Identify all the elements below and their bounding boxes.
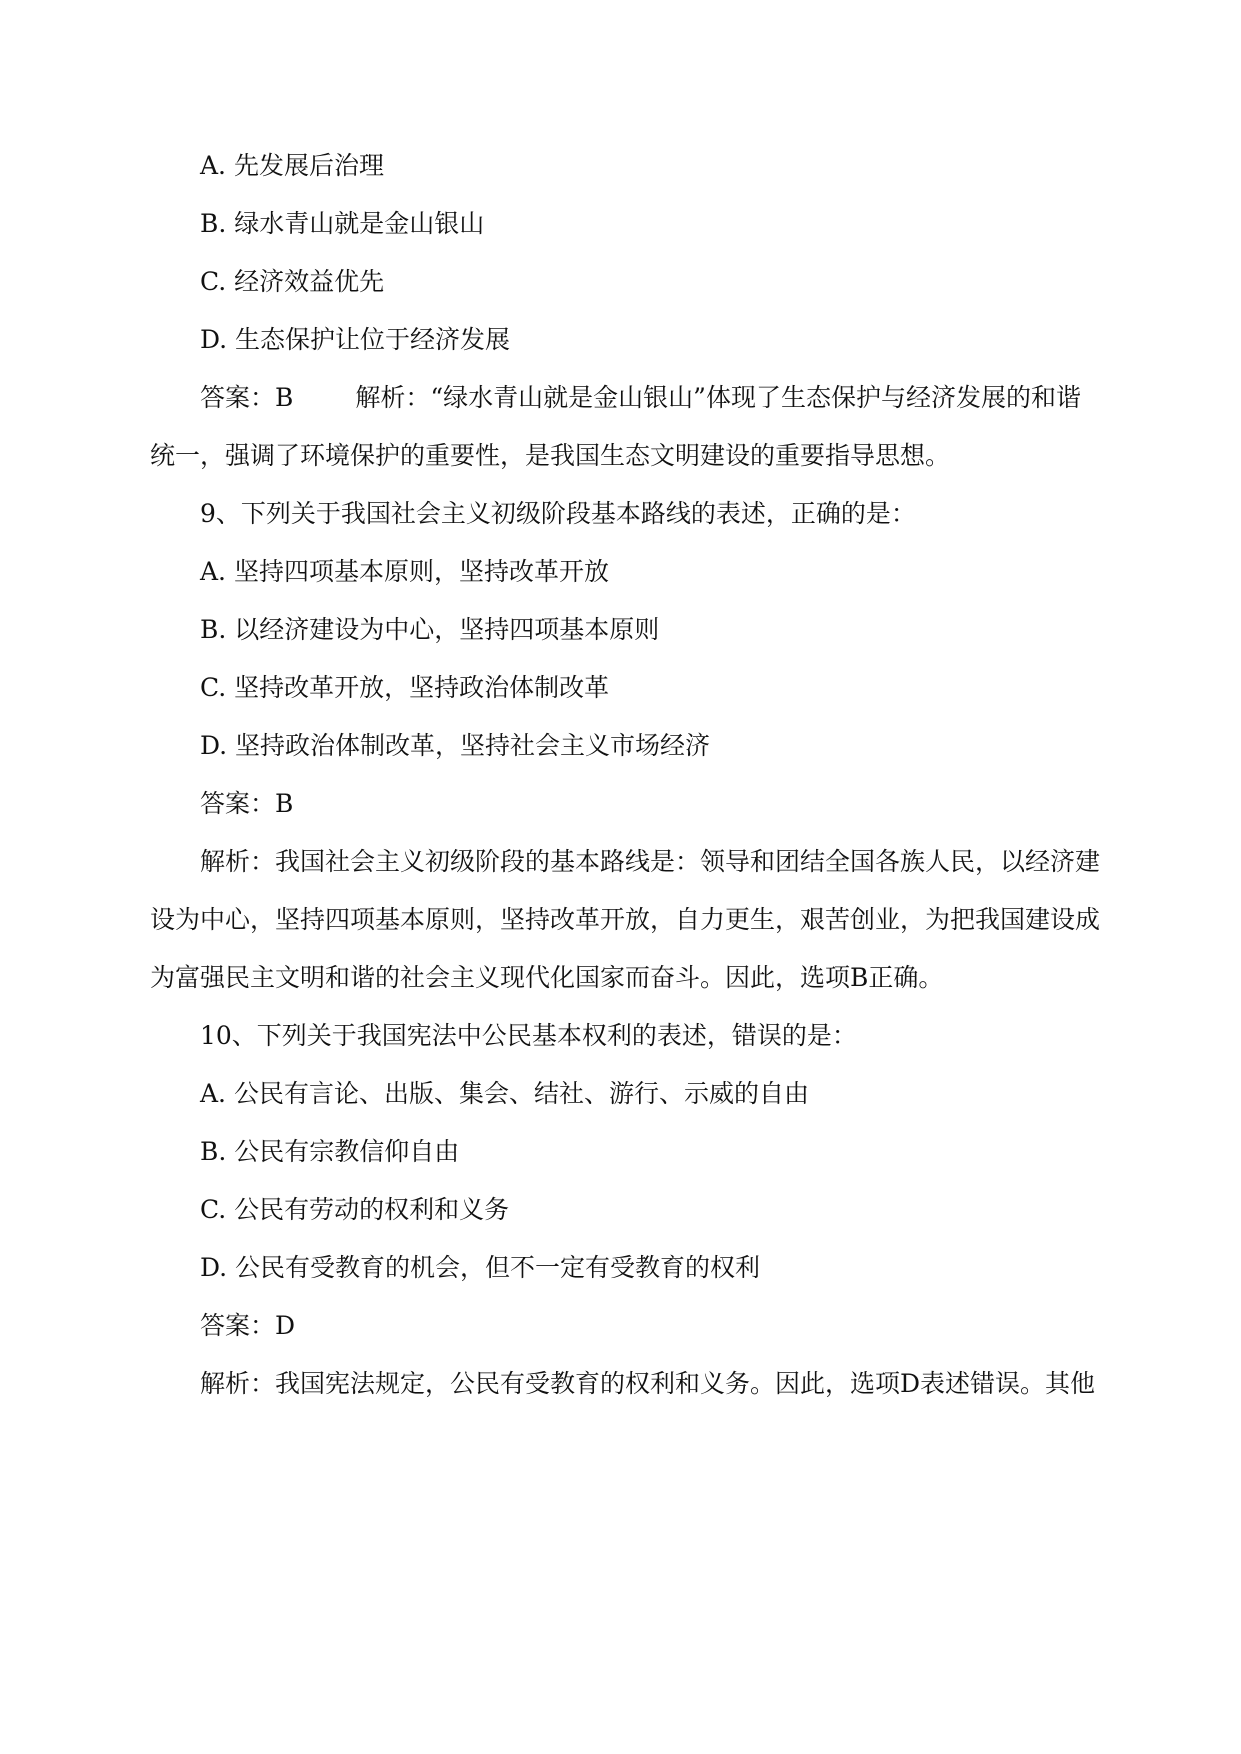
q10-analysis-line1: 解析：我国宪法规定，公民有受教育的权利和义务。因此，选项D表述错误。其他 — [200, 1369, 1096, 1398]
q8-option-d: D. 生态保护让位于经济发展 — [200, 325, 511, 354]
q10-option-d: D. 公民有受教育的机会，但不一定有受教育的权利 — [200, 1253, 761, 1282]
q9-analysis-line2: 设为中心，坚持四项基本原则，坚持改革开放，自力更生，艰苦创业，为把我国建设成 — [150, 905, 1101, 934]
q8-analysis-line2: 统一，强调了环境保护的重要性，是我国生态文明建设的重要指导思想。 — [150, 441, 951, 470]
q10-option-a: A. 公民有言论、出版、集会、结社、游行、示威的自由 — [200, 1079, 809, 1108]
q9-analysis-line3: 为富强民主文明和谐的社会主义现代化国家而奋斗。因此，选项B正确。 — [150, 963, 944, 992]
q9-stem: 9、下列关于我国社会主义初级阶段基本路线的表述，正确的是： — [200, 499, 916, 528]
q8-option-c: C. 经济效益优先 — [200, 267, 385, 296]
q8-option-a: A. 先发展后治理 — [200, 151, 384, 180]
q10-option-b: B. 公民有宗教信仰自由 — [200, 1137, 460, 1166]
q8-answer: 答案：B — [200, 383, 294, 412]
q8-analysis-line1: 解析：“绿水青山就是金山银山”体现了生态保护与经济发展的和谐 — [355, 383, 1081, 412]
q9-answer: 答案：B — [200, 789, 294, 818]
q8-answer-analysis-line — [200, 380, 1100, 416]
q9-option-b: B. 以经济建设为中心，坚持四项基本原则 — [200, 615, 660, 644]
q9-option-d: D. 坚持政治体制改革，坚持社会主义市场经济 — [200, 731, 711, 760]
q10-stem: 10、下列关于我国宪法中公民基本权利的表述，错误的是： — [200, 1021, 857, 1050]
q9-analysis-line1: 解析：我国社会主义初级阶段的基本路线是：领导和团结全国各族人民，以经济建 — [200, 847, 1101, 876]
q9-option-c: C. 坚持改革开放，坚持政治体制改革 — [200, 673, 610, 702]
q10-option-c: C. 公民有劳动的权利和义务 — [200, 1195, 510, 1224]
q10-answer: 答案：D — [200, 1311, 296, 1340]
q9-option-a: A. 坚持四项基本原则，坚持改革开放 — [200, 557, 609, 586]
q8-option-b: B. 绿水青山就是金山银山 — [200, 209, 485, 238]
